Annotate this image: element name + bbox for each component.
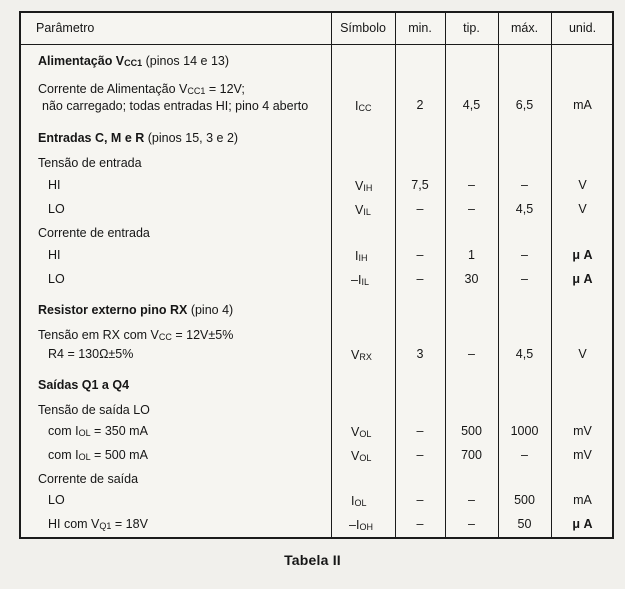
min-cell: 2 xyxy=(416,98,424,112)
unit-cell: V xyxy=(578,178,587,192)
symbol-cell: $V_{IH}$ xyxy=(355,179,373,193)
tip-cell: 700 xyxy=(461,448,482,462)
min-cell: – xyxy=(416,517,424,531)
row-label: Tensão de entrada xyxy=(38,156,142,170)
unit-cell: μ A xyxy=(572,272,593,286)
max-cell: – xyxy=(521,272,528,286)
row-label: LO xyxy=(48,272,65,286)
section-title-resistor: Resistor externo pino RX (pino 4) xyxy=(38,303,234,317)
row-label: R4 = 130Ω±5% xyxy=(48,347,134,361)
spec-table xyxy=(19,11,614,539)
row-label: não carregado; todas entradas HI; pino 4 aberto xyxy=(42,99,309,113)
max-cell: 1000 xyxy=(510,424,539,438)
col-divider xyxy=(331,13,332,537)
header-tip: tip. xyxy=(463,21,480,35)
min-cell: – xyxy=(416,248,424,262)
section-title-saidas: Saídas Q1 a Q4 xyxy=(38,378,130,392)
tip-cell: 30 xyxy=(464,272,479,286)
unit-cell: μ A xyxy=(572,248,593,262)
tip-cell: – xyxy=(468,178,475,192)
header-simbolo: Símbolo xyxy=(340,21,386,35)
min-cell: 7,5 xyxy=(411,178,429,192)
row-label: Corrente de saída xyxy=(38,472,139,486)
min-cell: – xyxy=(416,272,424,286)
symbol-cell: $-I_{IL}$ xyxy=(351,273,369,287)
unit-cell: V xyxy=(578,347,587,361)
max-cell: 4,5 xyxy=(515,347,534,361)
section-title-alimentacao: Alimentação $V_{CC1}$ (pinos 14 e 13) xyxy=(38,54,230,68)
row-label: com $I_{OL} = 350$ mA xyxy=(48,424,148,438)
row-label: LO xyxy=(48,202,65,216)
min-cell: – xyxy=(416,424,424,438)
max-cell: 500 xyxy=(514,493,535,507)
unit-cell: μ A xyxy=(572,517,593,531)
symbol-cell: $V_{OL}$ xyxy=(351,425,372,439)
symbol-cell: $V_{RX}$ xyxy=(351,348,372,362)
max-cell: 4,5 xyxy=(515,202,534,216)
min-cell: 3 xyxy=(416,347,424,361)
header-unid: unid. xyxy=(568,21,597,35)
row-label: LO xyxy=(48,493,65,507)
symbol-cell: $I_{OL}$ xyxy=(351,494,367,508)
tip-cell: 500 xyxy=(461,424,482,438)
max-cell: 50 xyxy=(517,517,532,531)
row-label: com $I_{OL} = 500$ mA xyxy=(48,448,148,462)
section-title-entradas: Entradas C, M e R (pinos 15, 3 e 2) xyxy=(38,131,239,145)
unit-cell: mA xyxy=(573,493,592,507)
tip-cell: 4,5 xyxy=(462,98,481,112)
row-label: Corrente de entrada xyxy=(38,226,150,240)
unit-cell: mV xyxy=(573,424,592,438)
unit-cell: mA xyxy=(573,98,592,112)
symbol-cell: $V_{IL}$ xyxy=(355,203,371,217)
header-parametro: Parâmetro xyxy=(36,21,95,35)
tip-cell: – xyxy=(468,493,475,507)
row-label: HI xyxy=(48,178,61,192)
header-max: máx. xyxy=(510,21,539,35)
tip-cell: 1 xyxy=(468,248,475,262)
tip-cell: – xyxy=(468,202,475,216)
symbol-cell: $V_{OL}$ xyxy=(351,449,372,463)
min-cell: – xyxy=(416,448,424,462)
row-label: Tensão de saída LO xyxy=(38,403,150,417)
symbol-cell: $I_{CC}$ xyxy=(355,99,372,113)
header-min: min. xyxy=(408,21,432,35)
header-divider xyxy=(21,44,612,45)
row-label: HI xyxy=(48,248,61,262)
max-cell: – xyxy=(521,178,528,192)
min-cell: – xyxy=(416,202,424,216)
max-cell: 6,5 xyxy=(515,98,534,112)
max-cell: – xyxy=(521,448,528,462)
tip-cell: – xyxy=(468,347,475,361)
unit-cell: mV xyxy=(573,448,592,462)
row-label: Corrente de Alimentação $V_{CC1} = 12V$; xyxy=(38,82,245,96)
table-caption: Tabela II xyxy=(284,552,341,568)
symbol-cell: $-I_{OH}$ xyxy=(349,518,373,532)
symbol-cell: $I_{IH}$ xyxy=(355,249,368,263)
row-label: HI com $V_{Q1} = 18V$ xyxy=(48,517,148,531)
unit-cell: V xyxy=(578,202,587,216)
row-label: Tensão em RX com $V_{CC} = 12V\pm 5\%$ xyxy=(38,328,234,342)
min-cell: – xyxy=(416,493,424,507)
max-cell: – xyxy=(521,248,528,262)
tip-cell: – xyxy=(468,517,475,531)
